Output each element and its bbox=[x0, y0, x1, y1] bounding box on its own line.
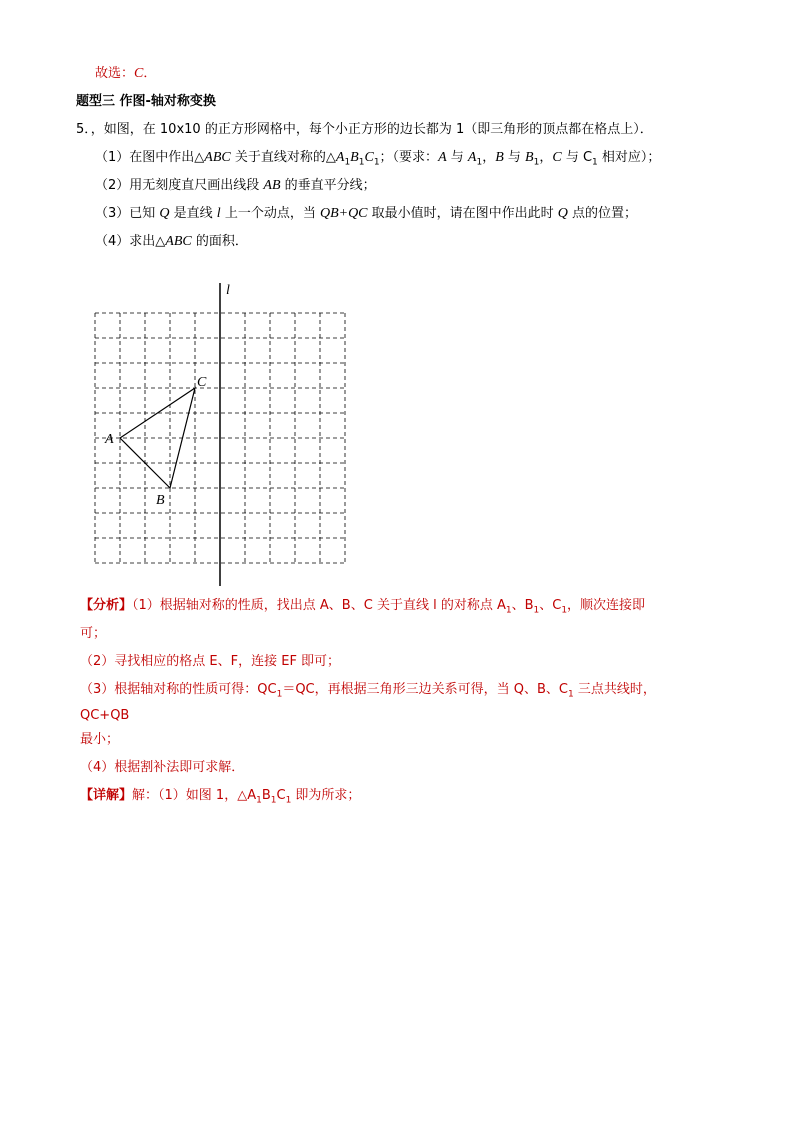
detail-s1: 1 bbox=[256, 795, 262, 806]
q1-c1b-sub: 1 bbox=[592, 157, 598, 168]
label-a: A bbox=[105, 432, 114, 447]
detail-text: 解：（1）如图 1，△A bbox=[132, 788, 257, 803]
analysis-line-2: 可； bbox=[80, 626, 107, 641]
q1-b1b-sub: 1 bbox=[533, 157, 540, 168]
q2-ab: AB bbox=[263, 178, 281, 193]
q1-text-c: 关于直线对称的△ bbox=[230, 150, 336, 165]
q3-text-c: 是直线 bbox=[169, 206, 217, 221]
answer-label: 故选： bbox=[95, 66, 135, 81]
q1-text-a: （1）在图中作出△ bbox=[95, 150, 205, 165]
detail-line bbox=[80, 786, 360, 811]
q4-text-c: 的面积． bbox=[191, 234, 248, 249]
section-title: 题型三 作图-轴对称变换 bbox=[76, 94, 216, 109]
q3-q: Q bbox=[159, 206, 170, 221]
detail-s3: 1 bbox=[285, 795, 292, 806]
q3-text-e: 上一个动点，当 bbox=[220, 206, 320, 221]
q1-c: C bbox=[552, 150, 562, 165]
q1-c1-sub: 1 bbox=[373, 157, 380, 168]
answer-end: ． bbox=[143, 66, 157, 81]
q1-text-g: ；（要求： bbox=[379, 150, 439, 165]
problem-number: 5． bbox=[76, 122, 91, 137]
q3-qbqc: QB+QC bbox=[319, 206, 368, 221]
q1-abc: ABC bbox=[204, 150, 231, 165]
label-b: B bbox=[156, 493, 165, 508]
question-2 bbox=[95, 176, 376, 196]
q1-text-i: 与 bbox=[446, 150, 468, 165]
q1-a1: A bbox=[335, 150, 345, 165]
detail-tag: 【详解】 bbox=[80, 788, 133, 803]
analysis-line-3: （2）寻找相应的格点 E、F，连接 EF 即可； bbox=[80, 654, 341, 669]
q1-b1-sub: 1 bbox=[358, 157, 365, 168]
analysis-l4-b: ＝QC，再根据三角形三边关系可得，当 Q、B、C bbox=[282, 682, 568, 697]
q4-text-a: （4）求出△ bbox=[95, 234, 166, 249]
q3-q2: Q bbox=[557, 206, 568, 221]
analysis-l1-d: ，顺次连接即 bbox=[567, 598, 646, 613]
q1-b1b: B bbox=[525, 150, 534, 165]
analysis-l4: （3）根据轴对称的性质可得：QC bbox=[80, 682, 277, 697]
q1-text-q: 与 C bbox=[561, 150, 593, 165]
q1-text-r: 相对应）； bbox=[597, 150, 661, 165]
q1-a: A bbox=[438, 150, 447, 165]
answer-value: C bbox=[134, 66, 144, 81]
analysis-tag: 【分析】 bbox=[80, 598, 133, 613]
detail-s2: 1 bbox=[270, 795, 277, 806]
q3-text-i: 点的位置； bbox=[567, 206, 638, 221]
detail-d: 即为所求； bbox=[291, 788, 361, 803]
analysis-l4-s: 1 bbox=[276, 689, 283, 700]
q3-text-a: （3）已知 bbox=[95, 206, 160, 221]
q1-a1-sub: 1 bbox=[344, 157, 351, 168]
analysis-l1-s3: 1 bbox=[561, 605, 568, 616]
analysis-line-1 bbox=[80, 596, 645, 621]
q1-a1b-sub: 1 bbox=[476, 157, 483, 168]
question-4 bbox=[95, 232, 248, 252]
analysis-line-6: 最小； bbox=[80, 732, 120, 747]
q1-text-o: ， bbox=[539, 150, 553, 165]
q1-b: B bbox=[495, 150, 504, 165]
q1-b1: B bbox=[350, 150, 359, 165]
analysis-l4-c: 三点共线时， bbox=[573, 682, 656, 697]
grid-figure bbox=[90, 278, 360, 588]
analysis-line-7: （4）根据割补法即可求解． bbox=[80, 760, 245, 775]
q1-text-k: ， bbox=[482, 150, 496, 165]
q1-text-m: 与 bbox=[503, 150, 526, 165]
answer-line bbox=[95, 64, 156, 84]
q3-l: l bbox=[216, 206, 221, 221]
problem-intro-line bbox=[76, 120, 653, 140]
analysis-line-5: QC+QB bbox=[80, 708, 130, 723]
analysis-l1: （1）根据轴对称的性质，找出点 A、B、C 关于直线 l 的对称点 A bbox=[132, 598, 506, 613]
analysis-l4-s2: 1 bbox=[568, 689, 574, 700]
analysis-line-4 bbox=[80, 680, 656, 705]
analysis-l1-c: 、C bbox=[539, 598, 562, 613]
analysis-l1-s1: 1 bbox=[505, 605, 512, 616]
q1-c1: C bbox=[364, 150, 374, 165]
q2-text-c: 的垂直平分线； bbox=[280, 178, 376, 193]
line-l-label: l bbox=[226, 283, 230, 298]
analysis-l1-s2: 1 bbox=[533, 605, 540, 616]
label-c: C bbox=[197, 375, 207, 390]
q2-text-a: （2）用无刻度直尺画出线段 bbox=[95, 178, 264, 193]
question-3 bbox=[95, 204, 637, 224]
q3-text-g: 取最小值时，请在图中作出此时 bbox=[367, 206, 558, 221]
problem-intro: ，如图，在 10x10 的正方形网格中，每个小正方形的边长都为 1（即三角形的顶点都在格点上）． bbox=[90, 122, 653, 137]
analysis-l1-b: 、B bbox=[511, 598, 534, 613]
q4-abc: ABC bbox=[165, 234, 192, 249]
q1-a1b: A bbox=[467, 150, 477, 165]
question-1 bbox=[95, 148, 660, 173]
detail-b: B bbox=[261, 788, 271, 803]
detail-c: C bbox=[276, 788, 286, 803]
